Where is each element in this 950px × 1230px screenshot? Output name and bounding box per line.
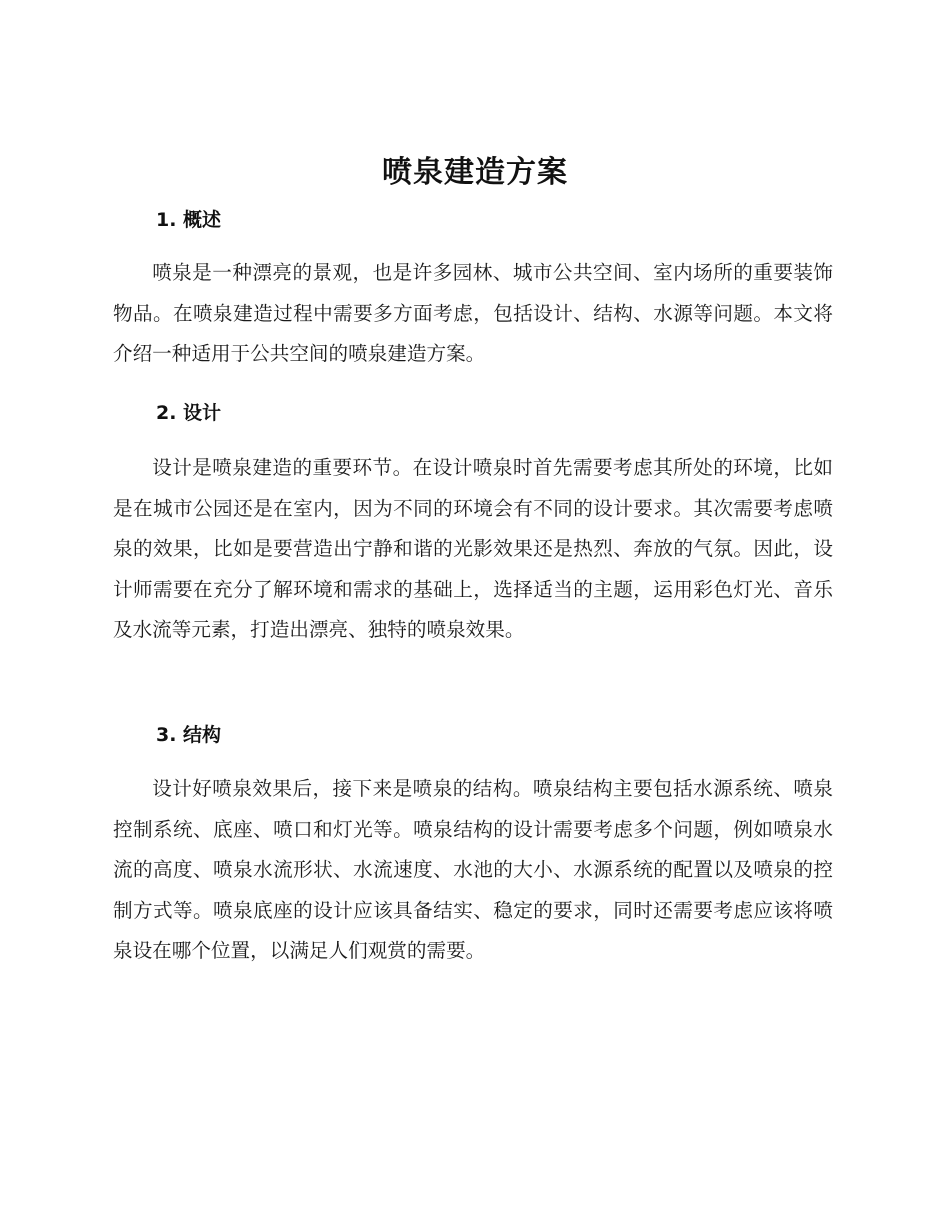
- section-paragraph-overview: 喷泉是一种漂亮的景观，也是许多园林、城市公共空间、室内场所的重要装饰物品。在喷泉建造过程中需要多方面考虑，包括设计、结构、水源等问题。本文将介绍一种适用于公共空间的喷泉建造方案。: [113, 261, 833, 365]
- section-paragraph-structure: 设计好喷泉效果后，接下来是喷泉的结构。喷泉结构主要包括水源系统、喷泉控制系统、底座、喷口和灯光等。喷泉结构的设计需要考虑多个问题，例如喷泉水流的高度、喷泉水流形状、水流速度、水池的大小、水源系统的配置以及喷泉的控制方式等。喷泉底座的设计应该具备结实、稳定的要求，同时还需要考虑应该将喷泉设在哪个位置，以满足人们观赏的需要。: [113, 777, 833, 962]
- section-heading-overview: 1. 概述: [156, 209, 222, 231]
- section-heading-structure: 3. 结构: [156, 724, 222, 746]
- document-title: 喷泉建造方案: [382, 155, 568, 190]
- section-heading-design: 2. 设计: [156, 402, 222, 424]
- section-paragraph-design: 设计是喷泉建造的重要环节。在设计喷泉时首先需要考虑其所处的环境，比如是在城市公园还是在室内，因为不同的环境会有不同的设计要求。其次需要考虑喷泉的效果，比如是要营造出宁静和谐的光影效果还是热烈、奔放的气氛。因此，设计师需要在充分了解环境和需求的基础上，选择适当的主题，运用彩色灯光、音乐及水流等元素，打造出漂亮、独特的喷泉效果。: [113, 456, 833, 641]
